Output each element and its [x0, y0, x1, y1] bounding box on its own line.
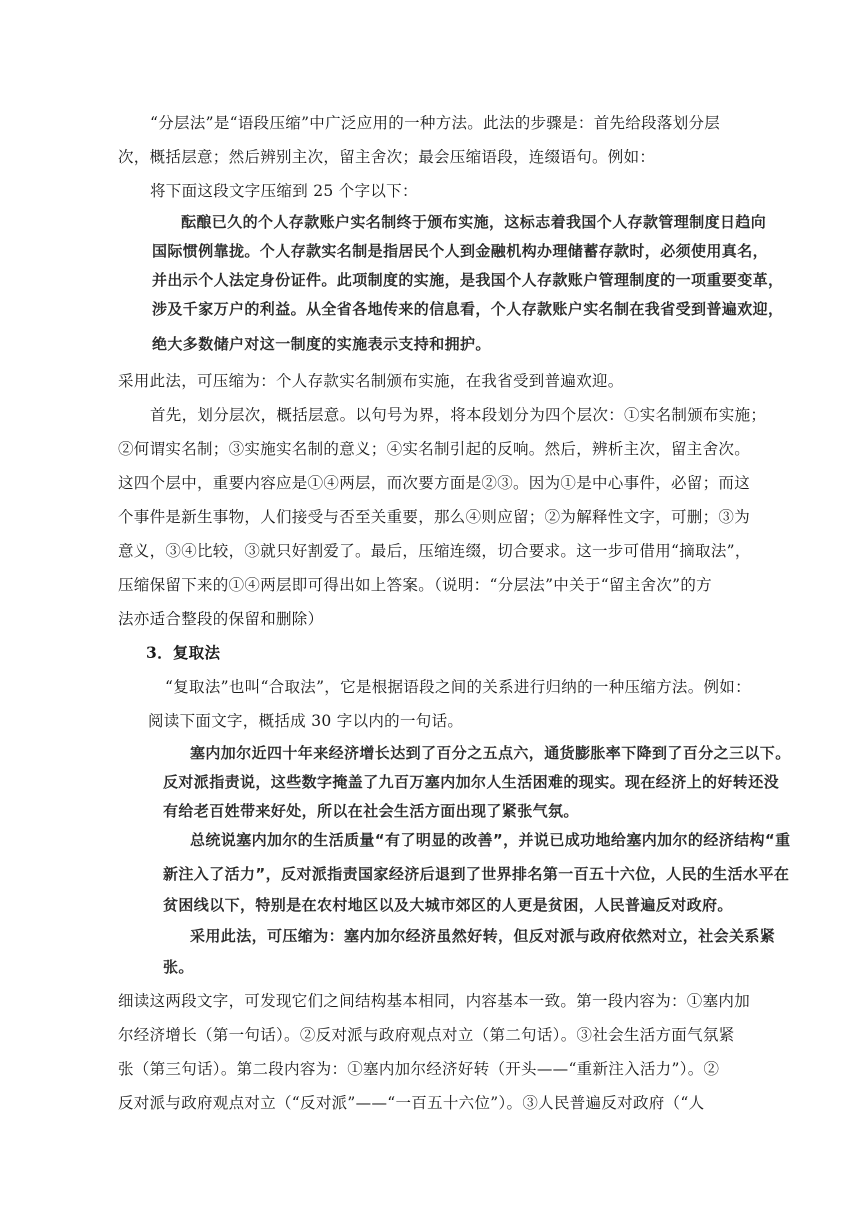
closing-line-2: 尔经济增长（第一句话）。②反对派与政府观点对立（第二句话）。③社会生活方面气氛紧 [118, 1026, 735, 1044]
analysis-line-6: 压缩保留下来的①④两层即可得出如上答案。（说明：“分层法”中关于“留主舍次”的方 [118, 576, 712, 594]
analysis-line-3: 这四个层中，重要内容应是①④两层，而次要方面是②③。因为①是中心事件，必留；而这 [118, 474, 751, 492]
closing-line-1: 细读这两段文字，可发现它们之间结构基本相同，内容基本一致。第一段内容为：①塞内加 [118, 992, 751, 1010]
task-prompt-1: 将下面这段文字压缩到 25 个字以下： [150, 182, 418, 200]
example2-answer-end: 张。 [163, 958, 194, 976]
example2-line-1: 塞内加尔近四十年来经济增长达到了百分之五点六，通货膨胀率下降到了百分之三以下。 [190, 744, 791, 762]
example2-answer: 采用此法，可压缩为：塞内加尔经济虽然好转，但反对派与政府依然对立，社会关系紧 [190, 927, 776, 945]
example2-line-2: 反对派指责说，这些数字掩盖了九百万塞内加尔人生活困难的现实。现在经济上的好转还没 [163, 773, 780, 791]
task-prompt-2: 阅读下面文字，概括成 30 字以内的一句话。 [148, 712, 464, 730]
example1-line-3: 并出示个人法定身份证件。此项制度的实施，是我国个人存款账户管理制度的一项重要变革， [152, 271, 784, 289]
intro-line-2: 次，概括层意；然后辨别主次，留主舍次；最会压缩语段，连缀语句。例如： [118, 148, 656, 166]
analysis-line-5: 意义，③④比较，③就只好割爱了。最后，压缩连缀，切合要求。这一步可借用“摘取法”， [118, 542, 751, 560]
example1-answer: 采用此法，可压缩为：个人存款实名制颁布实施，在我省受到普遍欢迎。 [118, 372, 624, 390]
example2-line-5: 新注入了活力”，反对派指责国家经济后退到了世界排名第一百五十六位，人民的生活水平在 [163, 865, 790, 883]
closing-line-3: 张（第三句话）。第二段内容为：①塞内加尔经济好转（开头——“重新注入活力”）。② [118, 1060, 720, 1078]
closing-line-4: 反对派与政府观点对立（“反对派”——“一百五十六位”）。③人民普遍反对政府（“人 [118, 1094, 705, 1112]
example1-line-2: 国际惯例靠拢。个人存款实名制是指居民个人到金融机构办理储蓄存款时，必须使用真名， [152, 242, 769, 260]
analysis-line-2: ②何谓实名制；③实施实名制的意义；④实名制引起的反响。然后，辨析主次，留主舍次。 [118, 440, 751, 458]
example2-line-3: 有给老百姓带来好处，所以在社会生活方面出现了紧张气氛。 [163, 802, 579, 820]
intro-line-1: “分层法”是“语段压缩”中广泛应用的一种方法。此法的步骤是：首先给段落划分层 [150, 114, 721, 132]
example1-line-1: 酝酿已久的个人存款账户实名制终于颁布实施，这标志着我国个人存款管理制度日趋向 [181, 213, 767, 231]
section-heading: 3．复取法 [146, 643, 221, 662]
example1-line-5: 绝大多数储户对这一制度的实施表示支持和拥护。 [152, 335, 491, 353]
example2-line-6: 贫困线以下，特别是在农村地区以及大城市郊区的人更是贫困，人民普遍反对政府。 [163, 896, 733, 914]
section3-intro: “复取法”也叫“合取法”，它是根据语段之间的关系进行归纳的一种压缩方法。例如： [165, 678, 751, 696]
example2-line-4: 总统说塞内加尔的生活质量“有了明显的改善”，并说已成功地给塞内加尔的经济结构“重 [190, 831, 791, 849]
analysis-line-4: 个事件是新生事物，人们接受与否至关重要，那么④则应留；②为解释性文字，可删；③为 [118, 508, 751, 526]
analysis-line-7: 法亦适合整段的保留和删除） [118, 610, 324, 628]
analysis-line-1: 首先，划分层次，概括层意。以句号为界，将本段划分为四个层次：①实名制颁布实施； [150, 406, 767, 424]
example1-line-4: 涉及千家万户的利益。从全省各地传来的信息看，个人存款账户实名制在我省受到普遍欢迎， [152, 300, 784, 318]
